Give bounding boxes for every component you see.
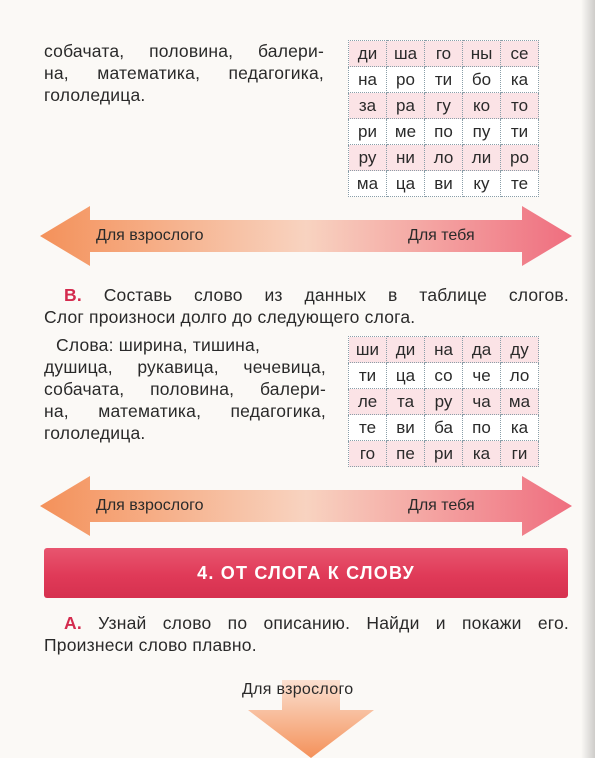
- label-for-child: Для тебя: [408, 497, 475, 514]
- syllable-cell: ка: [463, 441, 501, 467]
- task-b-instruction: Составь слово из данных в таблице слогов.: [103, 285, 569, 305]
- syllable-cell: ца: [387, 363, 425, 389]
- task-a-instruction: Узнай слово по описанию. Найди и покажи его.: [98, 613, 569, 633]
- label-for-child: Для тебя: [408, 227, 475, 244]
- syllable-cell: на: [425, 337, 463, 363]
- syllable-cell: ни: [387, 145, 425, 171]
- syllable-cell: го: [349, 441, 387, 467]
- syllable-row: [349, 337, 539, 363]
- syllable-cell: ри: [425, 441, 463, 467]
- syllable-cell: ши: [349, 337, 387, 363]
- top-word-list: [44, 40, 324, 106]
- syllable-cell: се: [501, 41, 539, 67]
- task-b-letter: В.: [64, 285, 82, 305]
- syllable-row: [349, 363, 539, 389]
- syllable-cell: ца: [387, 171, 425, 197]
- syllable-cell: ка: [501, 67, 539, 93]
- syllable-cell: ме: [387, 119, 425, 145]
- words-list: [44, 334, 326, 444]
- syllable-cell: та: [387, 389, 425, 415]
- task-b-line-2: [44, 306, 415, 328]
- syllable-cell: ма: [349, 171, 387, 197]
- syllable-cell: ма: [501, 389, 539, 415]
- task-a-instruction-2: Произнеси слово плавно.: [44, 635, 257, 655]
- double-arrow-adult-child: [40, 206, 572, 266]
- syllable-cell: ви: [387, 415, 425, 441]
- syllable-row: [349, 415, 539, 441]
- syllable-cell: че: [463, 363, 501, 389]
- syllable-cell: по: [425, 119, 463, 145]
- task-b-line-1: [64, 284, 569, 306]
- text-line: Слова: ширина, тишина,: [56, 335, 261, 355]
- label-for-adult: Для взрослого: [242, 681, 354, 698]
- syllable-row: [349, 171, 539, 197]
- label-for-adult: Для взрослого: [96, 227, 204, 244]
- syllable-row: [349, 67, 539, 93]
- task-a-line-2: [44, 634, 257, 656]
- syllable-cell: ба: [425, 415, 463, 441]
- syllable-cell: ку: [463, 171, 501, 197]
- text-line: на, математика, педагогика,: [44, 63, 324, 83]
- syllable-cell: го: [425, 41, 463, 67]
- syllable-cell: гу: [425, 93, 463, 119]
- syllable-row: [349, 93, 539, 119]
- syllable-cell: ло: [501, 363, 539, 389]
- syllable-cell: ги: [501, 441, 539, 467]
- syllable-cell: ка: [501, 415, 539, 441]
- syllable-row: [349, 41, 539, 67]
- syllable-cell: ро: [501, 145, 539, 171]
- syllable-cell: ри: [349, 119, 387, 145]
- syllable-cell: то: [501, 93, 539, 119]
- syllable-row: [349, 145, 539, 171]
- syllable-cell: ти: [501, 119, 539, 145]
- section-title: 4. ОТ СЛОГА К СЛОВУ: [197, 563, 415, 583]
- syllable-cell: пу: [463, 119, 501, 145]
- text-line: собачата, половина, балери-: [44, 41, 324, 61]
- syllable-cell: ти: [425, 67, 463, 93]
- task-a: [64, 612, 569, 634]
- syllable-cell: ло: [425, 145, 463, 171]
- syllable-cell: на: [349, 67, 387, 93]
- syllable-cell: ра: [387, 93, 425, 119]
- double-arrow-adult-child-2: [40, 476, 572, 536]
- syllable-cell: ча: [463, 389, 501, 415]
- syllable-cell: ру: [425, 389, 463, 415]
- syllable-cell: те: [349, 415, 387, 441]
- syllable-cell: ви: [425, 171, 463, 197]
- syllable-cell: ли: [463, 145, 501, 171]
- text-line: собачата, половина, балери-: [44, 379, 326, 399]
- syllable-cell: пе: [387, 441, 425, 467]
- syllable-cell: ру: [349, 145, 387, 171]
- syllable-cell: ша: [387, 41, 425, 67]
- text-line: гололедица.: [44, 423, 146, 443]
- text-line: гололедица.: [44, 85, 146, 105]
- syllable-cell: те: [501, 171, 539, 197]
- task-b: [64, 284, 569, 306]
- syllable-cell: ти: [349, 363, 387, 389]
- task-b-instruction-2: Слог произноси долго до следующего слога.: [44, 307, 416, 327]
- syllable-row: [349, 389, 539, 415]
- syllable-cell: по: [463, 415, 501, 441]
- section-banner: [44, 548, 568, 598]
- syllable-cell: ди: [349, 41, 387, 67]
- syllable-row: [349, 441, 539, 467]
- syllable-cell: бо: [463, 67, 501, 93]
- syllable-table-top: [348, 40, 539, 197]
- syllable-cell: ко: [463, 93, 501, 119]
- syllable-cell: со: [425, 363, 463, 389]
- text-line: на, математика, педагогика,: [44, 401, 326, 421]
- task-a-line-1: [64, 612, 569, 634]
- label-for-adult: Для взрослого: [96, 497, 204, 514]
- syllable-cell: ны: [463, 41, 501, 67]
- syllable-table-bottom: [348, 336, 539, 467]
- syllable-cell: ро: [387, 67, 425, 93]
- text-line: душица, рукавица, чечевица,: [44, 357, 326, 377]
- syllable-cell: ди: [387, 337, 425, 363]
- syllable-cell: ду: [501, 337, 539, 363]
- task-a-letter: А.: [64, 613, 82, 633]
- syllable-row: [349, 119, 539, 145]
- syllable-cell: за: [349, 93, 387, 119]
- syllable-cell: ле: [349, 389, 387, 415]
- page-edge-shadow: [581, 0, 595, 758]
- syllable-cell: да: [463, 337, 501, 363]
